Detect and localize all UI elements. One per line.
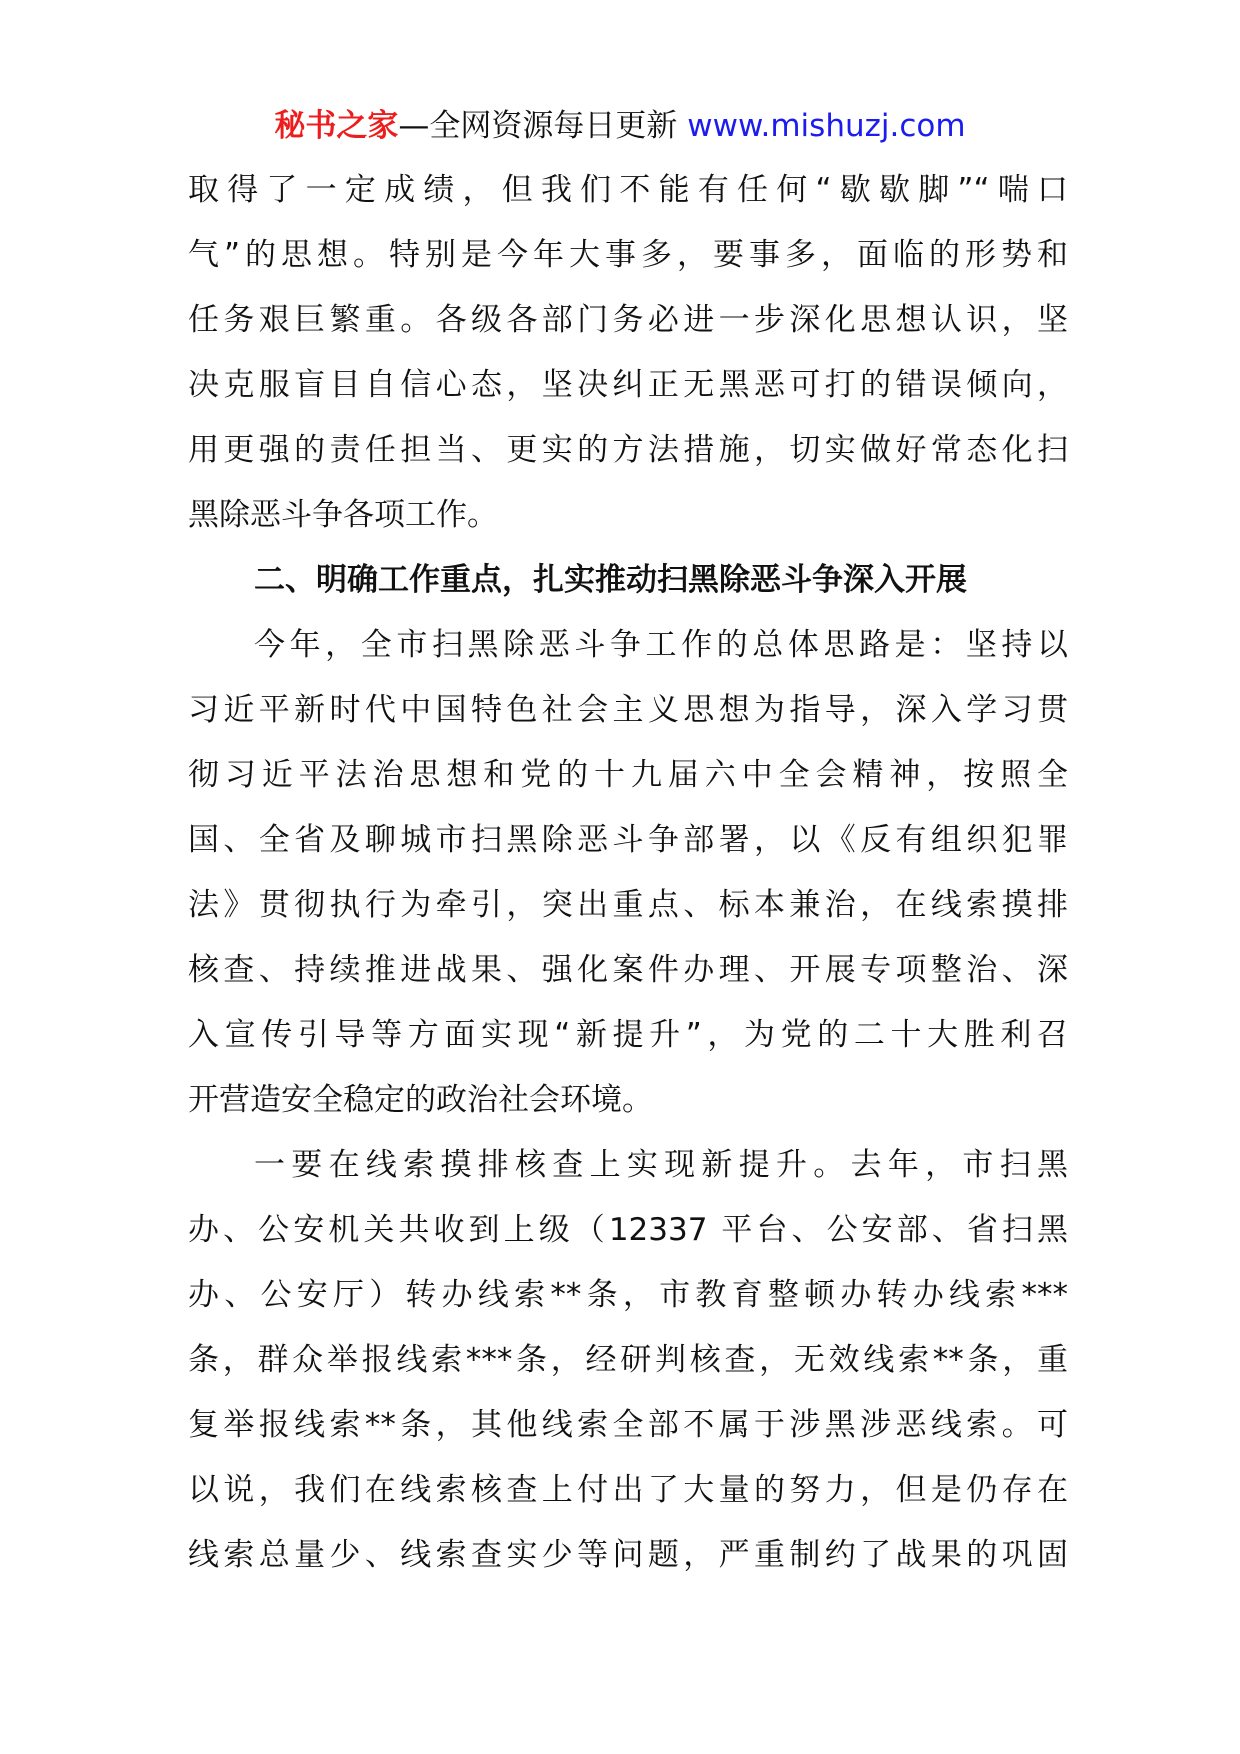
- body-line: 条，群众举报线索***条，经研判核查，无效线索**条，重: [188, 1342, 1068, 1378]
- body-line: 办、公安厅）转办线索**条，市教育整顿办转办线索***: [188, 1277, 1068, 1313]
- body-line: 黑除恶斗争各项工作。: [188, 497, 498, 533]
- body-line: 线索总量少、线索查实少等问题，严重制约了战果的巩固: [188, 1537, 1068, 1573]
- body-line: 一要在线索摸排核查上实现新提升。去年，市扫黑: [254, 1147, 1068, 1183]
- site-header: [0, 104, 1240, 148]
- body-line: 用更强的责任担当、更实的方法措施，切实做好常态化扫: [188, 432, 1068, 468]
- body-line: 任务艰巨繁重。各级各部门务必进一步深化思想认识，坚: [188, 302, 1068, 338]
- body-line: 习近平新时代中国特色社会主义思想为指导，深入学习贯: [188, 692, 1068, 728]
- body-line: 气”的思想。特别是今年大事多，要事多，面临的形势和: [188, 237, 1068, 273]
- body-line: 入宣传引导等方面实现“新提升”，为党的二十大胜利召: [188, 1017, 1068, 1053]
- body-line: 彻习近平法治思想和党的十九届六中全会精神，按照全: [188, 757, 1068, 793]
- body-line: 核查、持续推进战果、强化案件办理、开展专项整治、深: [188, 952, 1068, 988]
- section-heading: 二、明确工作重点，扎实推动扫黑除恶斗争深入开展: [254, 562, 967, 598]
- body-line: 以说，我们在线索核查上付出了大量的努力，但是仍存在: [188, 1472, 1068, 1508]
- body-line: 办、公安机关共收到上级（12337 平台、公安部、省扫黑: [188, 1212, 1068, 1248]
- body-line: 今年，全市扫黑除恶斗争工作的总体思路是：坚持以: [254, 627, 1068, 663]
- header-tagline: —全网资源每日更新: [398, 108, 678, 144]
- body-line: 复举报线索**条，其他线索全部不属于涉黑涉恶线索。可: [188, 1407, 1068, 1443]
- document-body: [188, 158, 1068, 1588]
- body-line: 决克服盲目自信心态，坚决纠正无黑恶可打的错误倾向，: [188, 367, 1068, 403]
- brand-name: 秘书之家: [274, 108, 399, 144]
- body-line: 国、全省及聊城市扫黑除恶斗争部署，以《反有组织犯罪: [188, 822, 1068, 858]
- site-url-link[interactable]: www.mishuzj.com: [687, 108, 966, 144]
- body-line: 取得了一定成绩，但我们不能有任何“歇歇脚”“喘口: [188, 172, 1068, 208]
- body-line: 开营造安全稳定的政治社会环境。: [188, 1082, 653, 1118]
- body-line: 法》贯彻执行为牵引，突出重点、标本兼治，在线索摸排: [188, 887, 1068, 923]
